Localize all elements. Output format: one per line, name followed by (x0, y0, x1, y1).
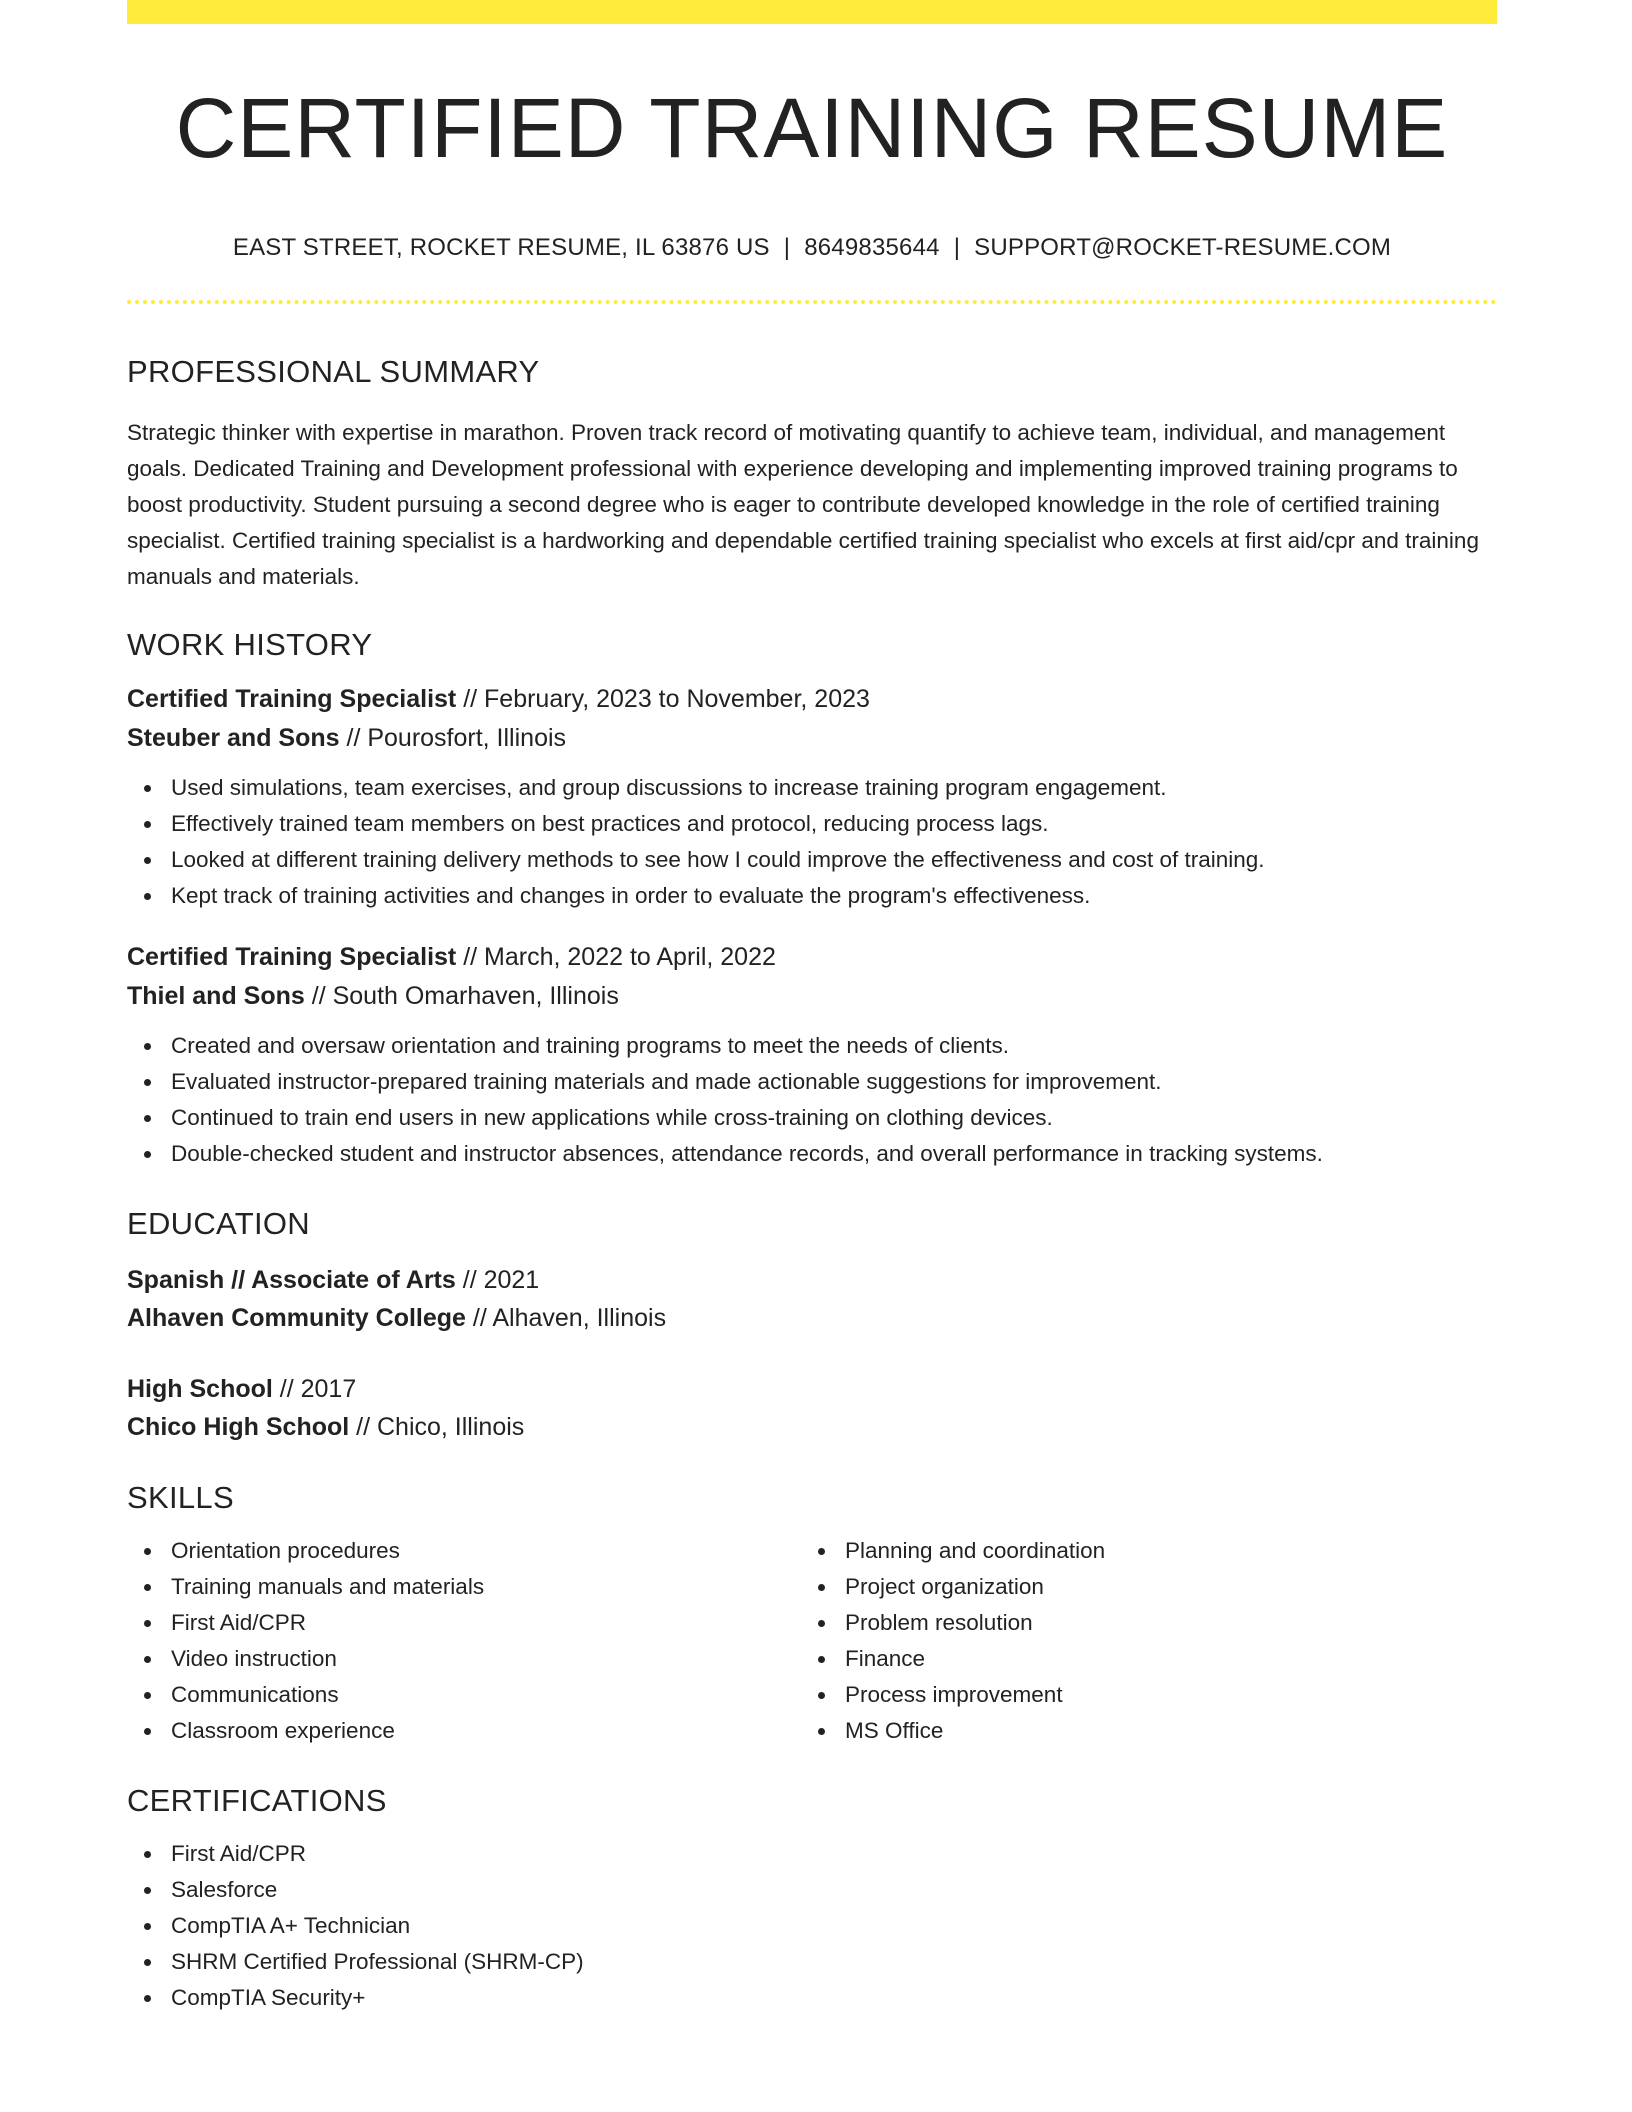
skills-list-left (127, 1533, 801, 1749)
skill-text: Orientation procedures (171, 1538, 400, 1563)
skill-text: First Aid/CPR (171, 1610, 307, 1635)
bullet-dot (818, 1548, 825, 1555)
contact-separator: | (783, 234, 791, 261)
skill-text: Communications (171, 1682, 339, 1707)
bullet-dot (144, 1995, 151, 2002)
graduation-year: // 2021 (455, 1266, 540, 1294)
school-location: // Chico, Illinois (349, 1413, 525, 1441)
job-bullets (127, 1028, 1497, 1172)
list-item (127, 842, 1497, 878)
list-item (127, 1944, 1497, 1980)
resume-page (127, 0, 1497, 2016)
bullet-dot (144, 785, 151, 792)
bullet-dot (144, 1620, 151, 1627)
job-bullets (127, 770, 1497, 914)
job-entry (127, 680, 1497, 758)
skills-columns (127, 1533, 1497, 1749)
list-item (801, 1713, 1475, 1749)
education-entry (127, 1261, 1497, 1337)
resume-title: CERTIFIED TRAINING RESUME (175, 81, 1449, 175)
bullet-dot (818, 1692, 825, 1699)
bullet-dot (144, 1728, 151, 1735)
list-item (127, 1641, 801, 1677)
accent-top-bar (127, 0, 1497, 24)
list-item (801, 1641, 1475, 1677)
contact-separator: | (953, 234, 961, 261)
list-item (127, 1605, 801, 1641)
skills-heading: SKILLS (127, 1480, 234, 1515)
bullet-text: Created and oversaw orientation and training programs to meet the needs of clients. (171, 1033, 1009, 1058)
bullet-dot (144, 1887, 151, 1894)
job-company-line (127, 977, 1497, 1016)
skills-list-right (801, 1533, 1475, 1749)
contact-email: SUPPORT@ROCKET-RESUME.COM (974, 234, 1392, 261)
certification-text: First Aid/CPR (171, 1841, 307, 1866)
bullet-text: Continued to train end users in new applications while cross-training on clothing devices. (171, 1105, 1053, 1130)
list-item (127, 770, 1497, 806)
school-line (127, 1408, 1497, 1446)
skill-text: Classroom experience (171, 1718, 395, 1743)
bullet-dot (144, 893, 151, 900)
degree: Spanish // Associate of Arts (127, 1266, 456, 1294)
certification-text: Salesforce (171, 1877, 278, 1902)
list-item (127, 1064, 1497, 1100)
work-history-heading: WORK HISTORY (127, 627, 373, 662)
list-item (127, 1569, 801, 1605)
list-item (127, 1836, 1497, 1872)
bullet-text: Looked at different training delivery methods to see how I could improve the effectiveness and cost of training. (171, 847, 1265, 872)
job-entry (127, 938, 1497, 1016)
school-name: Chico High School (127, 1413, 350, 1441)
list-item (127, 1908, 1497, 1944)
job-company: Steuber and Sons (127, 724, 340, 752)
job-role: Certified Training Specialist (127, 685, 457, 713)
bullet-dot (144, 1656, 151, 1663)
contact-address: EAST STREET, ROCKET RESUME, IL 63876 US (232, 234, 770, 261)
bullet-dot (144, 1115, 151, 1122)
list-item (127, 1980, 1497, 2016)
list-item (801, 1677, 1475, 1713)
bullet-text: Double-checked student and instructor absences, attendance records, and overall performance in tracking systems. (171, 1141, 1323, 1166)
summary-heading: PROFESSIONAL SUMMARY (127, 354, 540, 389)
certifications-list (127, 1836, 1497, 2016)
graduation-year: // 2017 (272, 1375, 357, 1403)
list-item (801, 1533, 1475, 1569)
dotted-divider (127, 300, 1497, 304)
job-dates: // February, 2023 to November, 2023 (456, 685, 870, 713)
education-heading: EDUCATION (127, 1206, 310, 1241)
bullet-dot (144, 1851, 151, 1858)
list-item (127, 1533, 801, 1569)
school-name: Alhaven Community College (127, 1304, 466, 1332)
bullet-dot (818, 1584, 825, 1591)
contact-phone: 8649835644 (804, 234, 940, 261)
bullet-dot (144, 1548, 151, 1555)
job-title-line (127, 938, 1497, 977)
list-item (127, 1100, 1497, 1136)
skill-text: Finance (845, 1646, 926, 1671)
job-title-line (127, 680, 1497, 719)
job-location: // South Omarhaven, Illinois (304, 982, 619, 1010)
degree: High School (127, 1375, 273, 1403)
list-item (127, 1872, 1497, 1908)
job-location: // Pourosfort, Illinois (339, 724, 567, 752)
bullet-dot (818, 1728, 825, 1735)
bullet-dot (144, 1959, 151, 1966)
skill-text: Project organization (845, 1574, 1044, 1599)
list-item (801, 1605, 1475, 1641)
education-entry (127, 1370, 1497, 1446)
bullet-dot (144, 1079, 151, 1086)
job-dates: // March, 2022 to April, 2022 (456, 943, 776, 971)
bullet-text: Effectively trained team members on best practices and protocol, reducing process lags. (171, 811, 1049, 836)
list-item (127, 1677, 801, 1713)
certification-text: CompTIA A+ Technician (171, 1913, 411, 1938)
skill-text: Planning and coordination (845, 1538, 1106, 1563)
degree-line (127, 1370, 1497, 1408)
school-line (127, 1299, 1497, 1337)
bullet-dot (144, 1584, 151, 1591)
contact-line (127, 236, 1497, 260)
skill-text: Process improvement (845, 1682, 1063, 1707)
bullet-dot (144, 857, 151, 864)
list-item (127, 1028, 1497, 1064)
list-item (801, 1569, 1475, 1605)
job-role: Certified Training Specialist (127, 943, 457, 971)
bullet-dot (818, 1620, 825, 1627)
bullet-text: Evaluated instructor-prepared training materials and made actionable suggestions for improvement. (171, 1069, 1162, 1094)
bullet-dot (144, 821, 151, 828)
skill-text: Problem resolution (845, 1610, 1033, 1635)
bullet-dot (144, 1151, 151, 1158)
certification-text: SHRM Certified Professional (SHRM-CP) (171, 1949, 584, 1974)
bullet-dot (818, 1656, 825, 1663)
bullet-dot (144, 1923, 151, 1930)
bullet-text: Used simulations, team exercises, and group discussions to increase training program engagement. (171, 775, 1167, 800)
summary-text: Strategic thinker with expertise in marathon. Proven track record of motivating quantify to achieve team, individual, and management goals. Dedicated Training and Development professional with experience developing and implementing improved training programs to boost productivity. Student pursuing a second degree who is eager to contribute developed knowledge in the role of certified training specialist. Certified training specialist is a hardworking and dependable certified training specialist who excels at first aid/cpr and training manuals and materials. (127, 420, 1479, 589)
degree-line (127, 1261, 1497, 1299)
skill-text: Training manuals and materials (171, 1574, 485, 1599)
list-item (127, 806, 1497, 842)
job-company-line (127, 719, 1497, 758)
list-item (127, 1713, 801, 1749)
job-company: Thiel and Sons (127, 982, 305, 1010)
certification-text: CompTIA Security+ (171, 1985, 366, 2010)
bullet-text: Kept track of training activities and changes in order to evaluate the program's effectiveness. (171, 883, 1091, 908)
bullet-dot (144, 1043, 151, 1050)
bullet-dot (144, 1692, 151, 1699)
school-location: // Alhaven, Illinois (465, 1304, 667, 1332)
list-item (127, 1136, 1497, 1172)
certifications-heading: CERTIFICATIONS (127, 1783, 387, 1818)
skill-text: MS Office (845, 1718, 944, 1743)
list-item (127, 878, 1497, 914)
skill-text: Video instruction (171, 1646, 337, 1671)
